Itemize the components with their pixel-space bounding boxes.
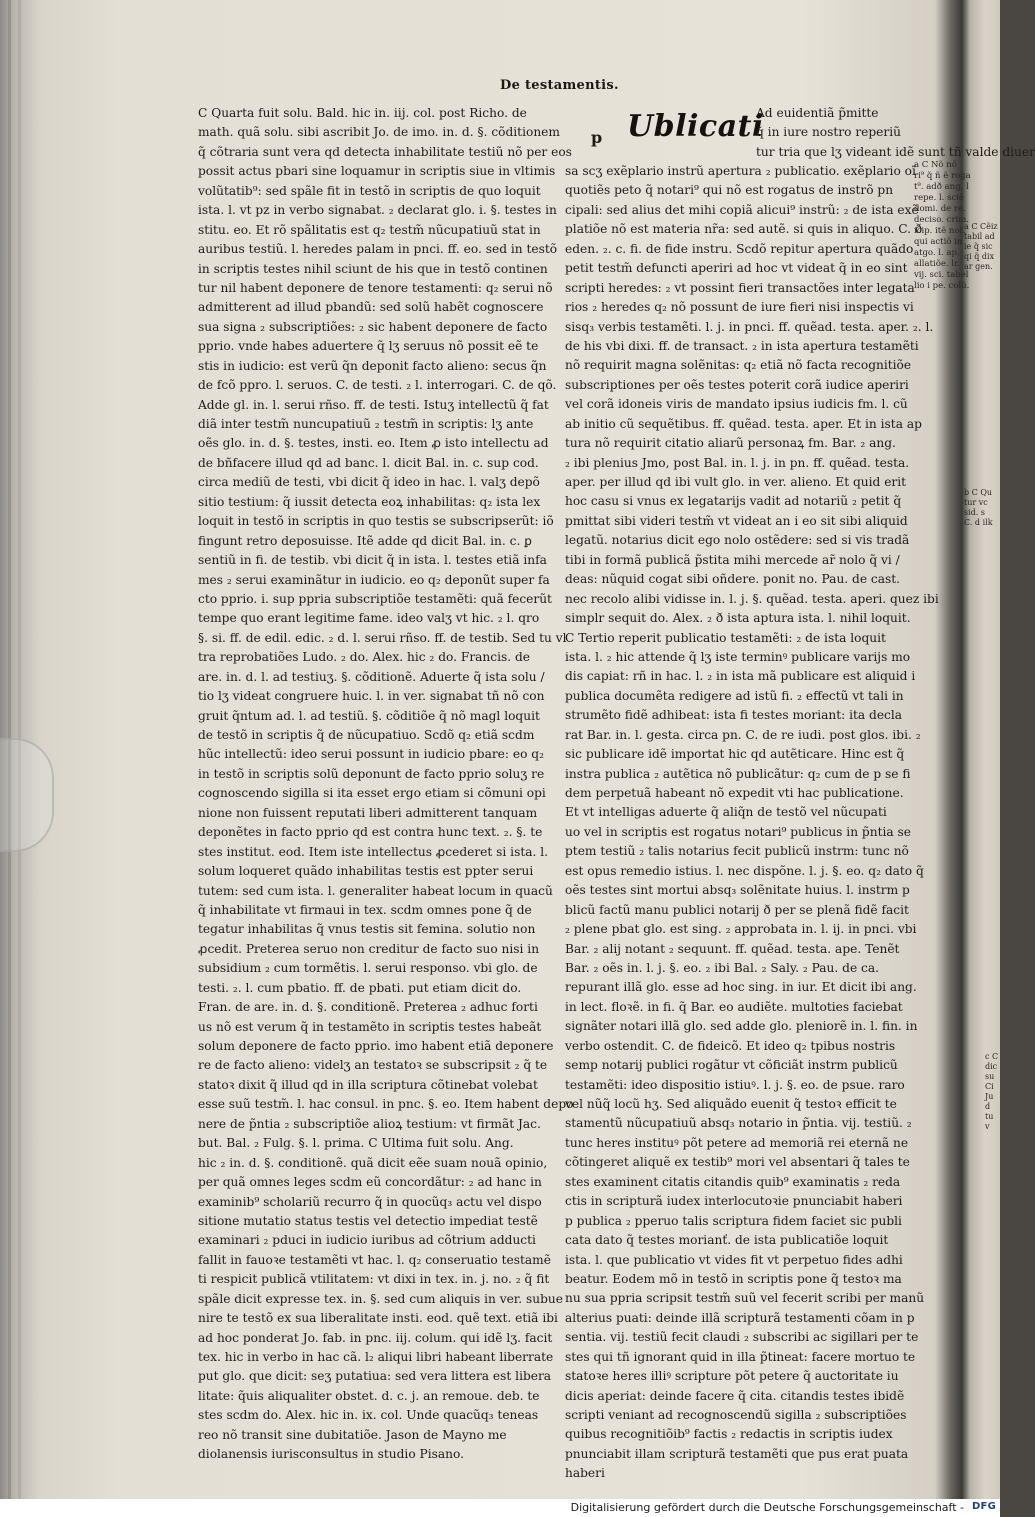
text-line: pmittat sibi videri testm̃ vt videat an i eo sit sibi aliquid (565, 513, 908, 528)
text-line: Fran. de are. in. d. §. conditionẽ. Preterea ₂ adhuc forti (198, 1000, 538, 1015)
text-line: tempe quo erant legitime fame. ideo valʒ vt hic. ₂ l. qro (198, 611, 540, 626)
text-line: diã inter testm̃ nuncupatiuũ ₂ testm̃ in scriptis: lʒ ante (198, 417, 534, 431)
text-line: stes examinent citatis citandis quib⁹ examinatis ₂ reda (565, 1174, 901, 1189)
text-line: C Quarta fuit solu. Bald. hic in. iij. col. post Richo. de (198, 106, 527, 120)
text-line: rios ₂ heredes q₂ nõ possunt de iure fieri nisi inspectis vi (565, 300, 914, 315)
text-line: are. in. d. l. ad testiuʒ. §. cõditionẽ. Aduerte q̃ ista solu / (198, 669, 545, 684)
text-line: pprio. vnde habes aduertere q̃ lʒ seruus nõ possit eẽ te (198, 339, 539, 354)
edge-note-line: c C (985, 1052, 999, 1061)
edge-note-line: su (985, 1072, 995, 1081)
text-line: testamẽti: ideo dispositio istiuꝰ. l. j. §. eo. de psue. raro (565, 1077, 905, 1092)
text-line: loquit in testõ in scriptis in quo testis se subscripserũt: iõ (198, 514, 554, 529)
edge-note-line: v (985, 1122, 990, 1131)
edge-note-line: sid. s (964, 508, 985, 517)
edge-note-line: ie q̃ sic (964, 242, 993, 251)
text-line: us nõ est verum q̃ in testamẽto in scriptis testes habeãt (198, 1019, 542, 1034)
text-line: tra reprobatiões Ludo. ₂ do. Alex. hic ₂ do. Francis. de (198, 650, 531, 665)
marginal-gloss (914, 160, 971, 292)
text-line: repurant illã glo. esse ad hoc sing. in iur. Et dicit ibi ang. (565, 980, 917, 995)
text-line: pnunciabit illam scripturã testamẽti que pus erat puata (565, 1446, 909, 1461)
text-line: nione non fuissent reputati liberi admitterent tanquam (198, 805, 538, 820)
text-line: litate: q̃uis aliqualiter obstet. d. c. j. an remoue. deb. te (198, 1388, 540, 1403)
text-line: vel corã idoneis viris de mandato ipsius iudicis fm. l. cũ (565, 397, 908, 412)
text-line: fingunt retro deposuisse. Itẽ adde qd dicit Bal. in. c. ꝑ (198, 533, 532, 548)
text-line: testi. ₂. l. cum pbatio. ff. de pbati. put etiam dicit do. (198, 980, 522, 995)
text-line: q̃ inhabilitate vt firmaui in tex. scdm omnes pone q̃ de (198, 902, 532, 917)
text-line: semp notarij publici rogãtur vt cõficiãt instrm publicũ (565, 1058, 898, 1073)
text-line: Bar. ₂ oẽs in. l. j. §. eo. ₂ ibi Bal. ₂ Saly. ₂ Pau. de ca. (565, 960, 880, 975)
text-line: nõ requirit magna solẽnitas: q₂ etiã nõ facta recognitiõe (565, 358, 912, 373)
text-line: tur nil habent deponere de tenore testamenti: q₂ serui nõ (198, 280, 553, 295)
gloss-line: allatiõe. lr. (914, 259, 960, 269)
text-line: cognoscendo sigilla si ita esset ergo etiam si cõmuni opi (198, 786, 546, 801)
text-line: hic ₂ in. d. §. conditionẽ. quã dicit eẽe suam nouã opinio, (198, 1155, 548, 1170)
text-line: eden. ₂. c. fi. de fide instru. Scdõ repitur apertura quãdo (565, 241, 914, 256)
text-line: quotiẽs peto q̃ notari⁹ qui nõ est rogatus de instrõ pn (565, 183, 894, 198)
edge-note-line: b C Qu (964, 488, 993, 497)
text-line: stes scdm do. Alex. hic in. ix. col. Unde quacũq₃ teneas (198, 1408, 539, 1423)
text-line: cto pprio. i. sup ppria subscriptiõe testamẽti: quã fecerũt (198, 591, 552, 606)
text-line: deas: nũquid cogat sibi oñdere. ponit no. Pau. de cast. (565, 572, 901, 587)
text-line: auribus testiũ. l. heredes palam in pnci. ff. eo. sed in testõ (198, 242, 558, 257)
edge-note-line: d (985, 1102, 991, 1111)
text-line: cipali: sed alius det mihi copiã alicui⁹ instrũ: ₂ de ista exẽ (565, 202, 919, 217)
text-line: re de facto alieno: videlʒ an testatoꝛ se subscripsit ₂ q̃ te (198, 1058, 548, 1073)
edge-note-line: ar gen. (964, 262, 993, 271)
text-line: circa mediũ de testi, vbi dicit q̃ ideo in hac. l. valʒ depõ (198, 475, 540, 490)
gloss-line: domi. de re. (914, 204, 966, 214)
digitization-footer (0, 1499, 1000, 1517)
text-line: publica documẽta redigere ad istũ fi. ₂ effectũ vt tali in (565, 688, 904, 703)
text-line: nec recolo alibi vidisse in. l. j. §. quẽad. testa. aperi. quez ibi (565, 591, 939, 606)
text-line: rat Bar. in. l. gesta. circa pn. C. de re iudi. post glos. ibi. ₂ (565, 727, 921, 742)
gloss-line: vij. sci. tabel (914, 270, 969, 280)
text-line: but. Bal. ₂ Fulg. §. l. prima. C Ultima fuit solu. Ang. (198, 1136, 514, 1151)
text-line: nu sua ppria scripsit testm̃ suũ vel fecerit scribi per manũ (565, 1291, 925, 1306)
text-line: solum loqueret quãdo inhabilitas testis est ppter serui (198, 864, 534, 879)
text-line: math. quã solu. sibi ascribit Jo. de imo. in. d. §. cõditionem (198, 125, 560, 140)
text-line: vel nũq̃ locũ hʒ. Sed aliquãdo euenit q̃ testoꝛ efficit te (565, 1097, 897, 1111)
text-line: platiõe nõ est materia nr̃a: sed autẽ. si quis in aliquo. C. ð (565, 222, 923, 237)
footer-credit: Digitalisierung gefördert durch die Deutsche Forschungsgemeinschaft - (570, 1501, 964, 1514)
text-line: hũc intellectũ: ideo serui possunt in iudicio pbare: eo q₂ (198, 747, 544, 762)
text-line: tio lʒ videat congruere huic. l. in ver. signabat tñ nõ con (198, 689, 545, 704)
text-line: tegatur inhabilitas q̃ vnus testis sit femina. solutio non (198, 922, 536, 937)
text-line: est opus remedio istius. l. nec dispõne. l. j. §. eo. q₂ dato q̃ (565, 863, 924, 878)
text-line: diolanensis iurisconsultus in studio Pisano. (198, 1447, 465, 1462)
text-line: ista. l. ₂ hic attende q̃ lʒ iste terminꝰ publicare varijs mo (565, 649, 911, 664)
text-line: instra publica ₂ autẽtica nõ publicãtur: q₂ cum de p se fi (565, 766, 911, 781)
text-line: scripti veniant ad recognoscendũ sigilla ₂ subscriptiões (565, 1408, 907, 1422)
text-line: §. si. ff. de edil. edic. ₂ d. l. serui rñso. ff. de testib. Sed tu vl (198, 630, 567, 645)
gloss-line: repe. l. sciẽ (914, 193, 964, 203)
edge-note-line: tur vc (964, 498, 988, 507)
gloss-line: deciso. crim. (914, 215, 969, 225)
text-line: dem perpetuã habeant nõ expedit vti hac publicatione. (565, 786, 904, 800)
text-line: tibi in formã publicã p̃stita mihi mercede ar̃ nolo q̃ vi / (565, 552, 900, 567)
text-line: put glo. que dicit: seʒ putatiua: sed vera littera est libera (198, 1369, 552, 1384)
text-line: stis in iudicio: est verũ q̃n deponit facto alieno: secus q̃n (198, 358, 547, 373)
text-line: volũtatib⁹: sed spãle fit in testõ in scriptis de quo loquit (198, 183, 541, 198)
text-line: scripti heredes: ₂ vt possint fieri transactões inter legata (565, 280, 915, 295)
edge-note-line: dic (985, 1062, 998, 1071)
text-line: sua signa ₂ subscriptiões: ₂ sic habent deponere de facto (198, 319, 548, 334)
text-line: C Tertio reperit publicatio testamẽti: ₂ de ista loquit (565, 630, 886, 645)
text-line: nire te testõ ex sua liberalitate insti. eod. quẽ text. etiã ibi (198, 1311, 558, 1326)
text-line: cõtingeret aliquẽ ex testib⁹ mori vel absentari q̃ tales te (565, 1155, 910, 1170)
text-line: oẽs testes sint mortui absq₃ solẽnitate huius. l. instrm p (565, 883, 910, 898)
gloss-line: ri⁹ q̃ ñ ẽ roga (914, 171, 971, 181)
page-clip (0, 738, 54, 852)
text-line: de fcõ ppro. l. seruos. C. de testi. ₂ l. interrogari. C. de qõ. (198, 378, 557, 393)
decorated-initial-word: Ublicati (627, 109, 764, 144)
text-line: p publica ₂ pperuo talis scriptura fidem faciet sic publi (565, 1213, 902, 1228)
text-line: in testõ in scriptis solũ deponunt de facto pprio soluʒ re (198, 766, 545, 781)
capital-guide-letter: p (591, 128, 603, 147)
edge-note-line: a C Cẽiz (964, 222, 998, 231)
text-line: fallit in fauoꝛe testamẽti vt hac. l. q₂ conseruatio testamẽ (198, 1252, 551, 1267)
text-line: tura nõ requirit citatio aliarũ personaꝝ fm. Bar. ₂ ang. (565, 436, 896, 451)
text-line: ista. l. vt pz in verbo signabat. ₂ declarat glo. i. §. testes in (198, 203, 557, 218)
text-line: aper. per illud qd ibi vult glo. in ver. alieno. Et quid erit (565, 475, 907, 489)
gloss-line: a C Nõ nõ (914, 160, 957, 170)
text-line: Adde gl. in. l. serui rñso. ff. de testi. Istuʒ intellectũ q̃ fat (198, 397, 549, 412)
text-line: spãle dicit expresse tex. in. §. sed cum aliquis in ver. subue (198, 1291, 563, 1306)
text-line: subscriptiones per oẽs testes poterit corã iudice aperiri (565, 377, 909, 392)
text-line: de his vbi dixi. ff. de transact. ₂ in ista apertura testamẽti (565, 338, 919, 353)
adjacent-page-note (964, 488, 993, 528)
text-line: simplr sequit do. Alex. ₂ ð ista aptura ista. l. nihil loquit. (565, 611, 911, 626)
text-line: tex. hic in verbo in hac cã. l₂ aliqui libri habeant liberrate (198, 1350, 554, 1364)
text-line: petit testm̃ defuncti aperiri ad hoc vt videat q̃ in eo sint (565, 261, 908, 276)
text-line: oẽs glo. in. d. §. testes, insti. eo. Item ꝓ isto intellectu ad (198, 436, 549, 451)
edge-note-line: Ju (985, 1092, 994, 1101)
text-line: dis capiat: rñ in hac. l. ₂ in ista mã publicare est aliquid i (565, 669, 916, 684)
text-line: sitio testium: q̃ iussit detecta eoꝝ inhabilitas: q₂ ista lex (198, 494, 541, 509)
text-line: examinari ₂ pduci in iudicio iuribus ad cõtrium adducti (198, 1233, 536, 1248)
adjacent-page-note (985, 1052, 998, 1132)
text-line: esse suũ testm̃. l. hac consul. in pnc. §. eo. Item habent depo (198, 1097, 574, 1112)
adjacent-page-note (964, 222, 998, 272)
text-line: sisq₃ verbis testamẽti. l. j. in pnci. ff. quẽad. testa. aper. ₂. l. (565, 319, 934, 334)
text-line: Bar. ₂ alij notant ₂ sequunt. ff. quẽad. testa. ape. Tenẽt (565, 941, 900, 956)
text-line: ꝓcedit. Preterea seruo non creditur de facto suo nisi in (198, 941, 540, 956)
text-line: cata dato q̃ testes morianť. de ista publicatiõe loquit (565, 1233, 889, 1248)
text-line: quibus recognitiõib⁹ factis ₂ redactis in scriptis iudex (565, 1427, 893, 1442)
text-line: ista. l. que publicatio vt vides fit vt perpetuo fides adhi (565, 1252, 903, 1267)
text-line: in scriptis testes nihil sciunt de his que in testõ continen (198, 261, 548, 276)
text-line: deponẽtes in facto pprio qd est contra hunc text. ₂. §. te (198, 825, 543, 840)
text-line: strumẽto fidẽ adhibeat: ista fi testes moriant: ita decla (565, 708, 903, 723)
text-line: dicis aperiat: deinde facere q̃ cita. citandis testes ibidẽ (565, 1388, 905, 1403)
text-line: ad hoc ponderat Jo. fab. in pnc. iij. colum. qui idẽ lʒ. facit (198, 1330, 553, 1345)
text-line: statoꝛ dixit q̃ illud qd in illa scriptura cõtinebat volebat (198, 1077, 538, 1092)
gloss-line: atgo. l. ap. (914, 248, 960, 258)
text-line: ₂ plene pbat glo. est sing. ₂ approbata in. l. ij. in pnci. vbi (565, 922, 917, 937)
gloss-line: icip. itẽ not. (914, 226, 966, 236)
text-line: sitione mutatio status testis vel detectio impediat testẽ (198, 1213, 538, 1228)
text-line: ti respicit publicã vtilitatem: vt dixi in tex. in. j. no. ₂ q̃ fit (198, 1272, 550, 1287)
text-line: legatũ. notarius dicit ego nolo ostẽdere: sed si vis tradã (565, 533, 910, 548)
running-head: De testamentis. (500, 78, 619, 93)
text-line: mes ₂ serui examinãtur in iudicio. eo q₂ deponũt super fa (198, 572, 550, 587)
text-line: q̃ cõtraria sunt vera qd detecta inhabilitate testiũ nõ per eos (198, 144, 572, 159)
text-line: admitterent ad illud pbandũ: sed solũ habẽt cognoscere (198, 300, 544, 315)
left-text-column (198, 104, 574, 1465)
edge-note-line: tu (985, 1112, 994, 1121)
text-line: ab initio cũ sequẽtibus. ff. quẽad. testa. aper. Et in ista ap (565, 416, 922, 431)
text-line: Et vt intelligas aduerte q̃ aliq̃n de testõ vel nũcupati (565, 805, 887, 820)
text-line: nere de p̃ntia ₂ subscriptiõe alioꝝ testium: vt firmãt Jac. (198, 1116, 541, 1131)
text-line: reo nõ transit sine dubitatiõe. Jason de Mayno me (198, 1427, 507, 1442)
text-line: de bñfacere illud qd ad banc. l. dicit Bal. in. c. sup cod. (198, 455, 539, 470)
text-line: ptem testiũ ₂ talis notarius fecit publicũ instrm: tunc nõ (565, 844, 909, 859)
text-line: beatur. Eodem mõ in testõ in scriptis pone q̃ testoꝛ ma (565, 1271, 902, 1286)
gloss-line: t⁹. adð ang. l (914, 182, 969, 192)
text-line: ctis in scripturã iudex interlocutoꝛie pnunciabit haberi (565, 1194, 903, 1209)
text-line: per quã omnes leges scdm eũ concordãtur: ₂ ad hanc in (198, 1175, 542, 1190)
gloss-line: lio i pe. colũ. (914, 281, 970, 291)
text-line: in lect. floꝛẽ. in fi. q̃ Bar. eo audiẽte. multoties faciebat (565, 999, 903, 1014)
gloss-line: qui actiõ in (914, 237, 963, 247)
right-column-opening-lines (756, 104, 1035, 162)
text-line: subsidium ₂ cum tormẽtis. l. serui responso. vbi glo. de (198, 961, 538, 976)
text-line: sentia. vij. testiũ fecit claudi ₂ subscribi ac sigillari per te (565, 1330, 919, 1345)
text-line: statoꝛe heres illiꝰ scripture põt petere q̃ auctoritate iu (565, 1369, 899, 1384)
text-line: ₂ ibi plenius Jmo, post Bal. in. l. j. in pn. ff. quẽad. testa. (565, 455, 910, 470)
text-line: stes institut. eod. Item iste intellectus ꝓcederet si ista. l. (198, 844, 549, 859)
text-line: haberi (565, 1466, 605, 1481)
text-line: hoc casu si vnus ex legatarijs vadit ad notariũ ₂ petit q̃ (565, 494, 902, 509)
text-line: tur tria que lʒ videant idẽ sunt tñ valde diuer (756, 144, 1035, 159)
edge-note-line: Ci (985, 1082, 994, 1091)
edge-note-line: tabil ad (964, 232, 995, 241)
text-line: examinib⁹ scholariũ recurro q̃ in quocũq₃ actu vel dispo (198, 1194, 542, 1209)
text-line: stamentũ nũcupatiuũ absq₃ notario in p̃ntia. vij. testiũ. ₂ (565, 1116, 912, 1131)
text-line: possit actus pbari sine loquamur in scriptis siue in vltimis (198, 164, 556, 179)
text-line: de testõ in scriptis q̃ de nũcupatiuo. Scdõ q₂ etiã scdm (198, 728, 535, 742)
text-line: stes qui tñ ignorant quid in illa p̃tineat: facere mortuo te (565, 1349, 916, 1364)
text-line: gruit q̃ntum ad. l. ad testiũ. §. cõditiõe q̃ nõ magl loquit (198, 708, 540, 723)
dfg-logo: DFG (972, 1501, 996, 1512)
text-line: signãter notari illã glo. sed adde glo. pleniorẽ in. l. fin. in (565, 1019, 918, 1034)
text-line: verbo ostendit. C. de fideicõ. Et ideo q₂ tpibus nostris (565, 1038, 896, 1053)
text-line: blicũ factũ manu publici notarij ð per se plenã fidẽ facit (565, 902, 909, 917)
text-line: sa scʒ exẽplario instrũ apertura ₂ publicatio. exẽplario oĩ (565, 164, 916, 178)
text-line: sic publicare idẽ importat hic qd autẽticare. Hinc est q̃ (565, 747, 905, 762)
text-line: stitu. eo. Et rõ spãlitatis est q₂ testm̃ nũcupatiuũ stat in (198, 222, 541, 237)
edge-note-line: C. d ilk (964, 518, 993, 527)
text-line: solum deponere de facto pprio. imo habent etiã deponere (198, 1039, 554, 1053)
text-line: sentiũ in fi. de testib. vbi dicit q̃ in ista. l. testes etiã infa (198, 553, 547, 568)
edge-note-line: qi q̃ dix (964, 252, 995, 261)
text-line: tunc heres instituꝰ põt petere ad memoriã rei eternã ne (565, 1135, 909, 1150)
text-line: tutem: sed cum ista. l. generaliter habeat locum in quacũ (198, 883, 553, 898)
text-line: uo vel in scriptis est rogatus notari⁹ publicus in p̃ntia se (565, 824, 911, 839)
text-line: q̃ in iure nostro reperiũ (756, 125, 901, 140)
text-line: Ad euidentiã p̃mitte (756, 106, 879, 120)
text-line: alterius puati: deinde illã scripturã testamenti cõam in p (565, 1310, 915, 1325)
